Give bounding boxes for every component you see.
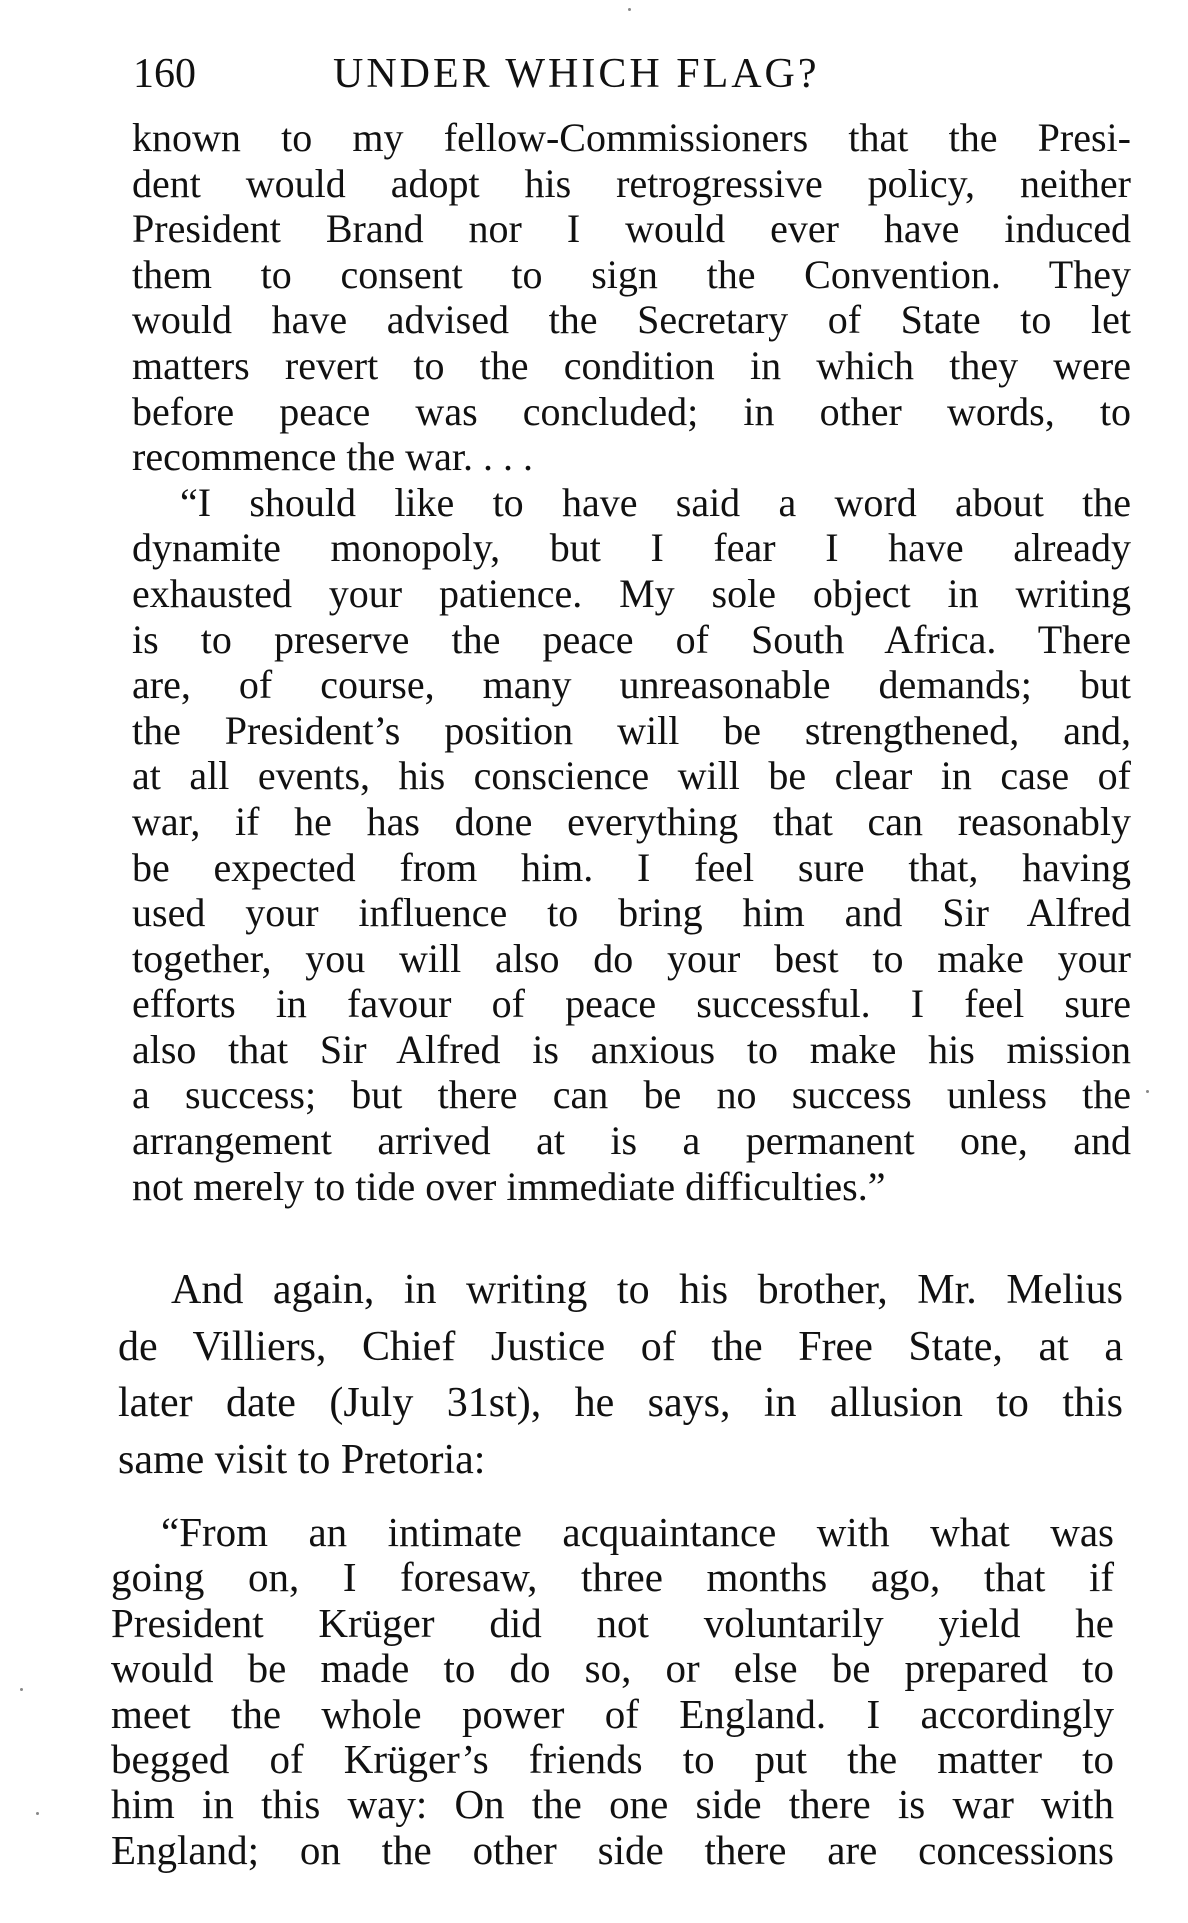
text-line: efforts in favour of peace successful. I feel sure bbox=[132, 981, 1131, 1027]
text-line: used your influence to bring him and Sir Alfred bbox=[132, 890, 1131, 936]
text-line: are, of course, many unreasonable demands; but bbox=[132, 662, 1131, 708]
text-line: begged of Krüger’s friends to put the matter to bbox=[111, 1735, 1114, 1782]
text-line: would be made to do so, or else be prepared to bbox=[111, 1645, 1114, 1692]
text-line: meet the whole power of England. I accordingly bbox=[111, 1690, 1114, 1737]
text-line: be expected from him. I feel sure that, having bbox=[132, 844, 1131, 890]
text-line: him in this way: On the one side there is war with bbox=[111, 1781, 1114, 1828]
scan-speck bbox=[628, 8, 631, 11]
text-line: exhausted your patience. My sole object in writing bbox=[132, 570, 1131, 616]
text-line: dent would adopt his retrogressive policy, neither bbox=[132, 160, 1131, 206]
text-line: a success; but there can be no success unless the bbox=[132, 1072, 1131, 1118]
text-line: de Villiers, Chief Justice of the Free State, at a bbox=[118, 1323, 1123, 1370]
text-line: at all events, his conscience will be clear in case of bbox=[132, 753, 1131, 799]
text-line: also that Sir Alfred is anxious to make his mission bbox=[132, 1026, 1131, 1072]
running-title: UNDER WHICH FLAG? bbox=[333, 51, 820, 97]
text-line: England; on the other side there are concessions bbox=[111, 1826, 1114, 1873]
text-line: them to consent to sign the Convention. They bbox=[132, 251, 1131, 297]
text-line: President Brand nor I would ever have induced bbox=[132, 206, 1131, 252]
text-line: war, if he has done everything that can reasonably bbox=[132, 798, 1131, 844]
scan-speck bbox=[20, 1688, 23, 1691]
text-line: dynamite monopoly, but I fear I have already bbox=[132, 525, 1131, 571]
text-line: matters revert to the condition in which they were bbox=[132, 342, 1131, 388]
text-line: together, you will also do your best to make your bbox=[132, 935, 1131, 981]
text-line: later date (July 31st), he says, in allusion to this bbox=[118, 1380, 1123, 1426]
text-line: President Krüger did not voluntarily yield he bbox=[111, 1599, 1114, 1646]
text-line: is to preserve the peace of South Africa. There bbox=[132, 616, 1131, 662]
text-line: “I should like to have said a word about the bbox=[180, 479, 1131, 525]
second-quote bbox=[111, 1510, 1114, 1873]
scan-speck bbox=[36, 1812, 39, 1815]
text-line: same visit to Pretoria: bbox=[118, 1436, 486, 1483]
narrative-paragraph bbox=[118, 1262, 1123, 1488]
text-line: arrangement arrived at is a permanent one, and bbox=[132, 1118, 1131, 1164]
text-line: would have advised the Secretary of State to let bbox=[132, 297, 1131, 343]
text-line: before peace was concluded; in other words, to bbox=[132, 388, 1131, 434]
text-line: recommence the war. . . . bbox=[132, 434, 533, 480]
text-line: “From an intimate acquaintance with what was bbox=[161, 1509, 1114, 1555]
text-line: the President’s position will be strengthened, and, bbox=[132, 707, 1131, 753]
continued-quote bbox=[132, 115, 1131, 1209]
page-number: 160 bbox=[133, 51, 196, 97]
text-line: And again, in writing to his brother, Mr. Melius bbox=[171, 1267, 1123, 1313]
scan-speck bbox=[1146, 1090, 1149, 1093]
text-line: going on, I foresaw, three months ago, that if bbox=[111, 1554, 1114, 1601]
running-head bbox=[133, 44, 1133, 104]
text-line: not merely to tide over immediate difficulties.” bbox=[132, 1163, 886, 1209]
text-line: known to my fellow-Commissioners that the Presi- bbox=[132, 115, 1131, 160]
